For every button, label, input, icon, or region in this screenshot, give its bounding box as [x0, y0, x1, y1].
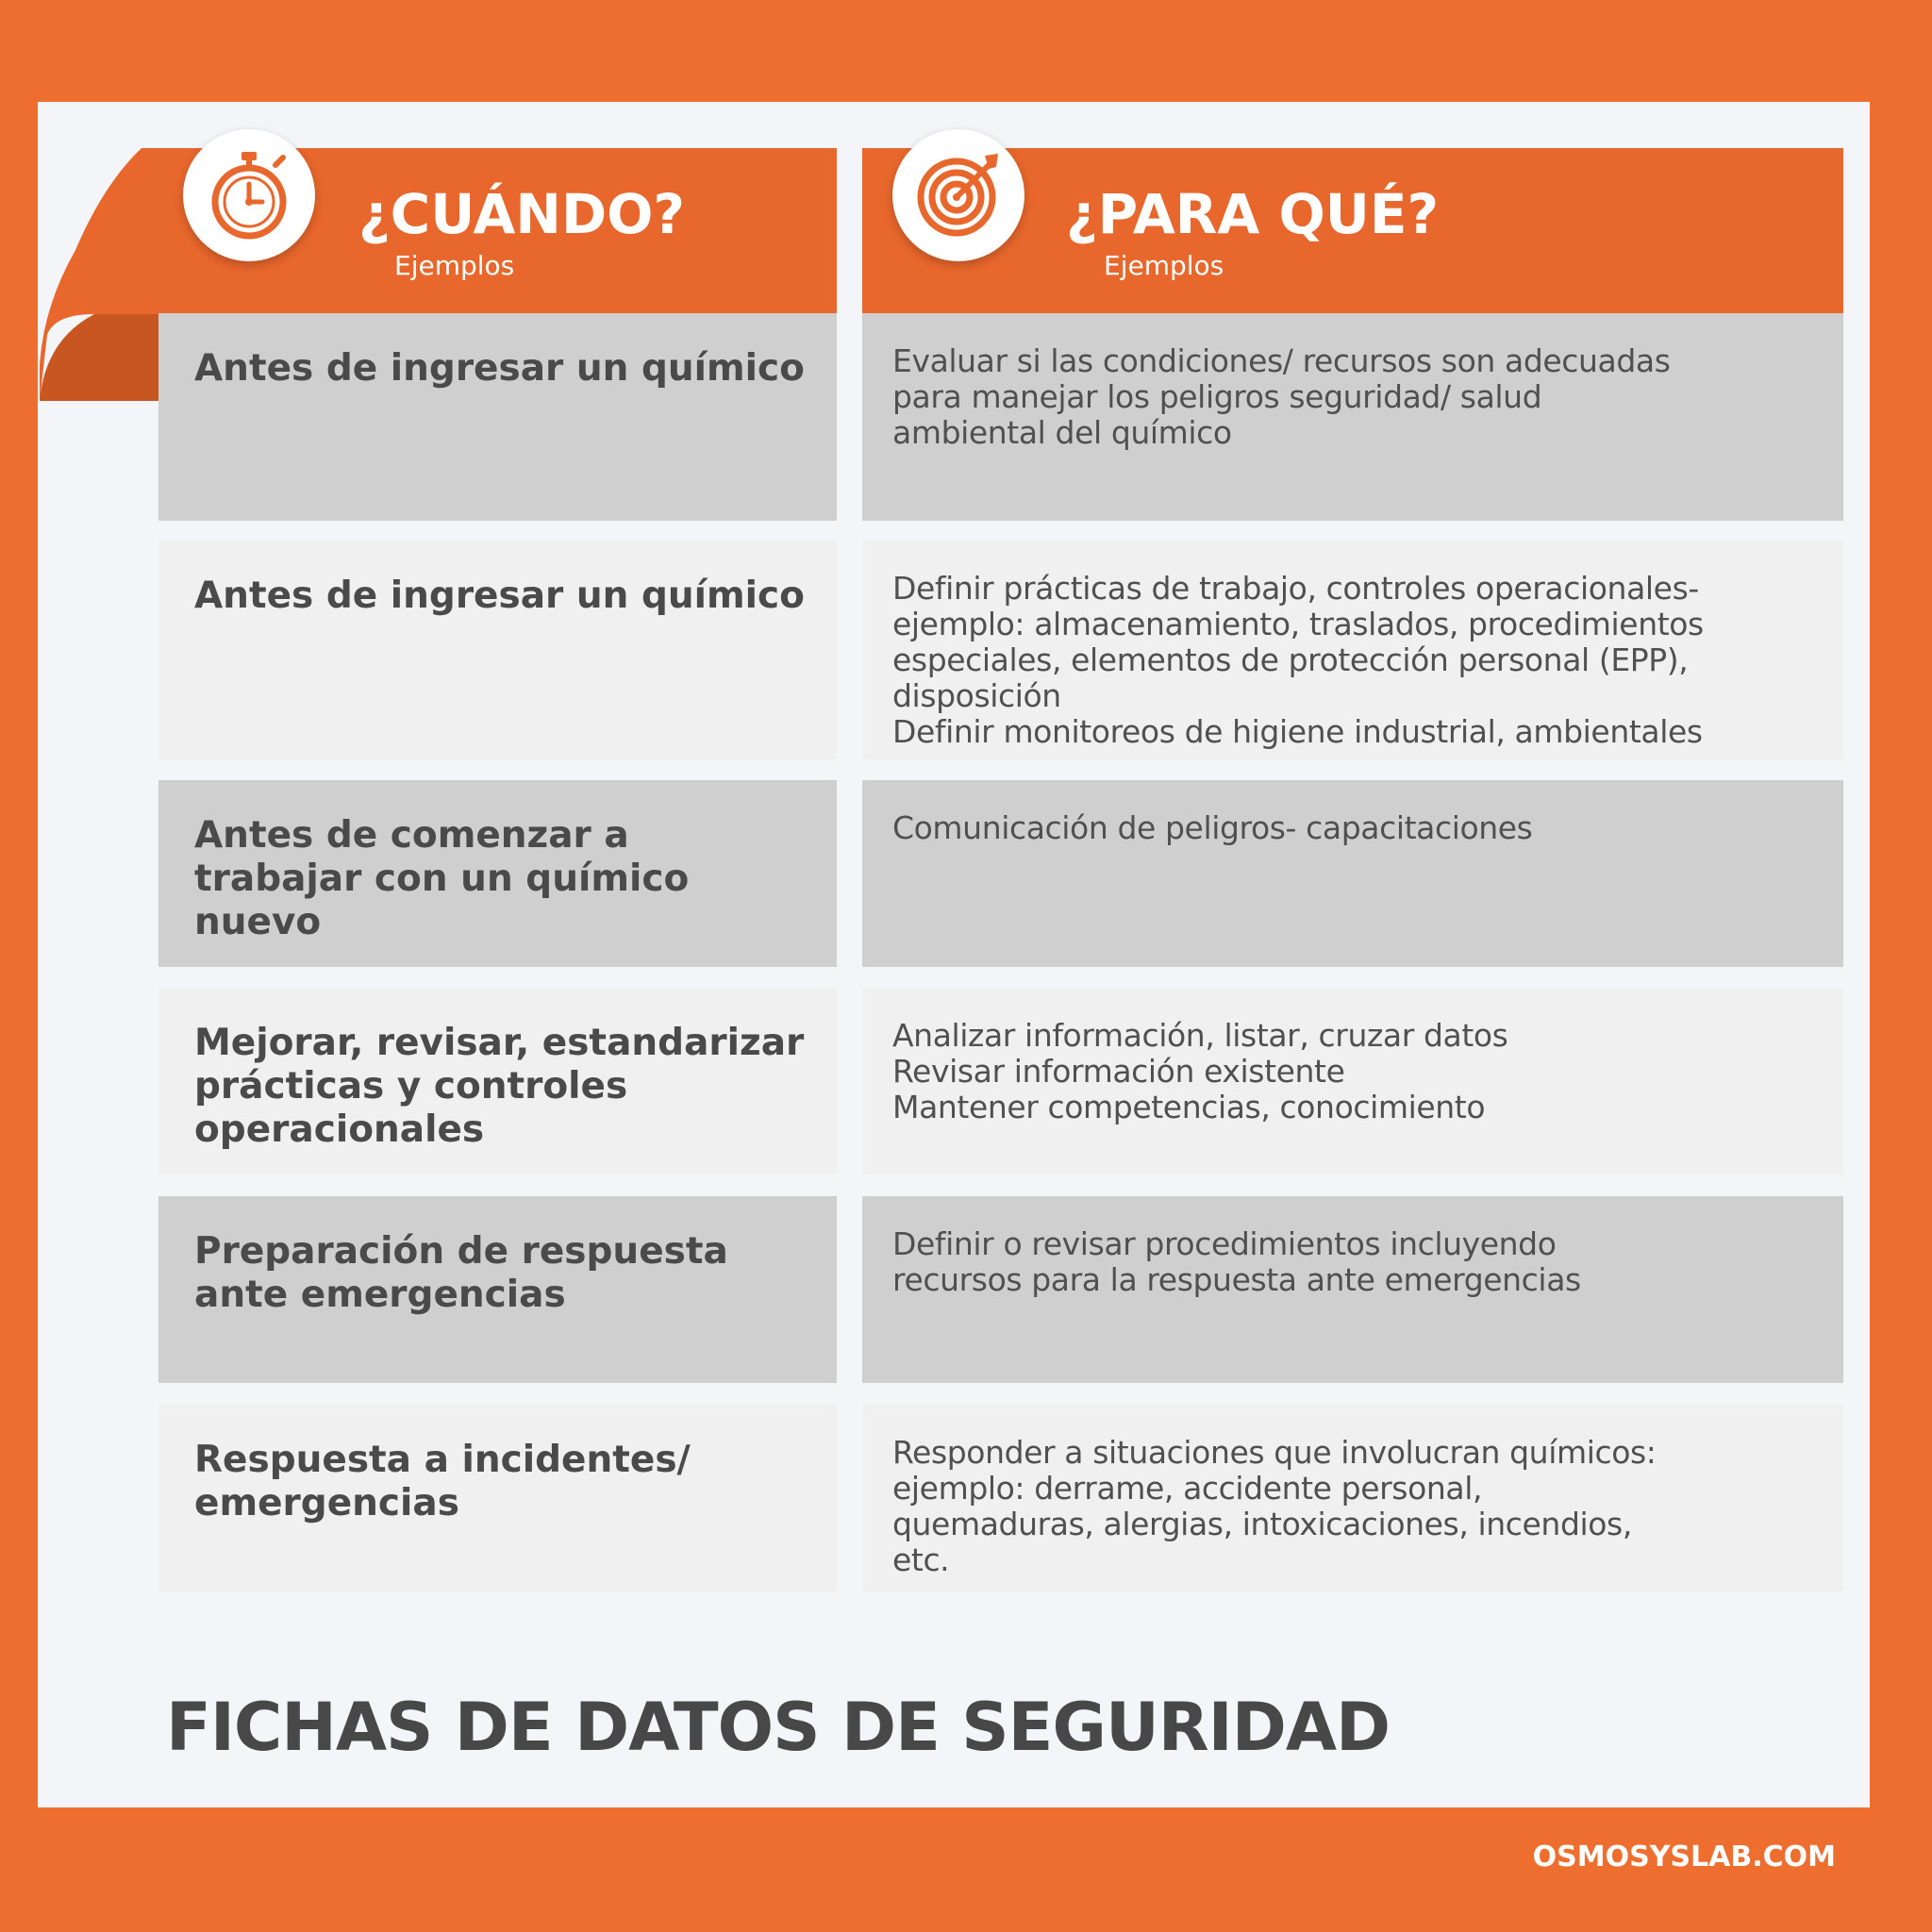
when-cell-4 [158, 988, 837, 1174]
when-text-6: Respuesta a incidentes/ emergencias [194, 1439, 691, 1524]
purpose-line: Evaluar si las condiciones/ recursos son adecuadas [892, 342, 1671, 379]
when-text-2: Antes de ingresar un químico [194, 575, 805, 617]
purpose-line: Revisar información existente [892, 1053, 1345, 1090]
purpose-cell-3 [862, 780, 1843, 967]
purpose-line: Analizar información, listar, cruzar datos [892, 1017, 1508, 1054]
purpose-line: ejemplo: almacenamiento, traslados, procedimientos [892, 606, 1704, 642]
purpose-line: ambiental del químico [892, 414, 1232, 451]
when-text-4: Mejorar, revisar, estandarizar prácticas y controles operacionales [194, 1022, 805, 1151]
purpose-subheading: Ejemplos [1104, 250, 1224, 281]
website-footer: OSMOSYSLAB.COM [1532, 1840, 1836, 1874]
when-text-5: Preparación de respuesta ante emergencias [194, 1230, 728, 1316]
target-icon-badge [892, 129, 1024, 261]
purpose-line: especiales, elementos de protección personal (EPP), [892, 641, 1689, 678]
purpose-cell-4 [862, 988, 1843, 1174]
purpose-line: Mantener competencias, conocimiento [892, 1089, 1486, 1125]
when-subheading: Ejemplos [394, 250, 515, 281]
when-cell-3 [158, 780, 837, 967]
purpose-cell-6 [862, 1405, 1843, 1591]
purpose-cell-1 [862, 313, 1843, 521]
purpose-line: Definir monitoreos de higiene industrial, ambientales [892, 713, 1703, 750]
target-icon [911, 148, 1006, 242]
when-cell-6 [158, 1405, 837, 1591]
purpose-line: para manejar los peligros seguridad/ salud [892, 378, 1542, 415]
purpose-line: Comunicación de peligros- capacitaciones [892, 809, 1533, 846]
purpose-line: Definir prácticas de trabajo, controles operacionales- [892, 570, 1699, 607]
purpose-line: quemaduras, alergias, intoxicaciones, incendios, [892, 1506, 1632, 1542]
when-cell-5 [158, 1196, 837, 1383]
purpose-line: Responder a situaciones que involucran químicos: [892, 1434, 1657, 1471]
purpose-cell-2 [862, 541, 1843, 759]
purpose-line: ejemplo: derrame, accidente personal, [892, 1470, 1483, 1507]
purpose-line: Definir o revisar procedimientos incluyendo [892, 1225, 1557, 1262]
when-text-3: Antes de comenzar a trabajar con un químico nuevo [194, 814, 690, 943]
purpose-line: etc. [892, 1541, 950, 1578]
stopwatch-icon [202, 148, 296, 242]
purpose-line: disposición [892, 677, 1061, 714]
page-title: FICHAS DE DATOS DE SEGURIDAD [166, 1689, 1391, 1766]
stopwatch-icon-badge [183, 129, 315, 261]
when-text-1: Antes de ingresar un químico [194, 347, 805, 390]
when-cell-2 [158, 541, 837, 759]
purpose-line: recursos para la respuesta ante emergencias [892, 1261, 1581, 1298]
purpose-heading: ¿PARA QUÉ? [1066, 182, 1440, 246]
when-cell-1 [158, 313, 837, 521]
purpose-cell-5 [862, 1196, 1843, 1383]
when-heading: ¿CUÁNDO? [358, 182, 686, 246]
